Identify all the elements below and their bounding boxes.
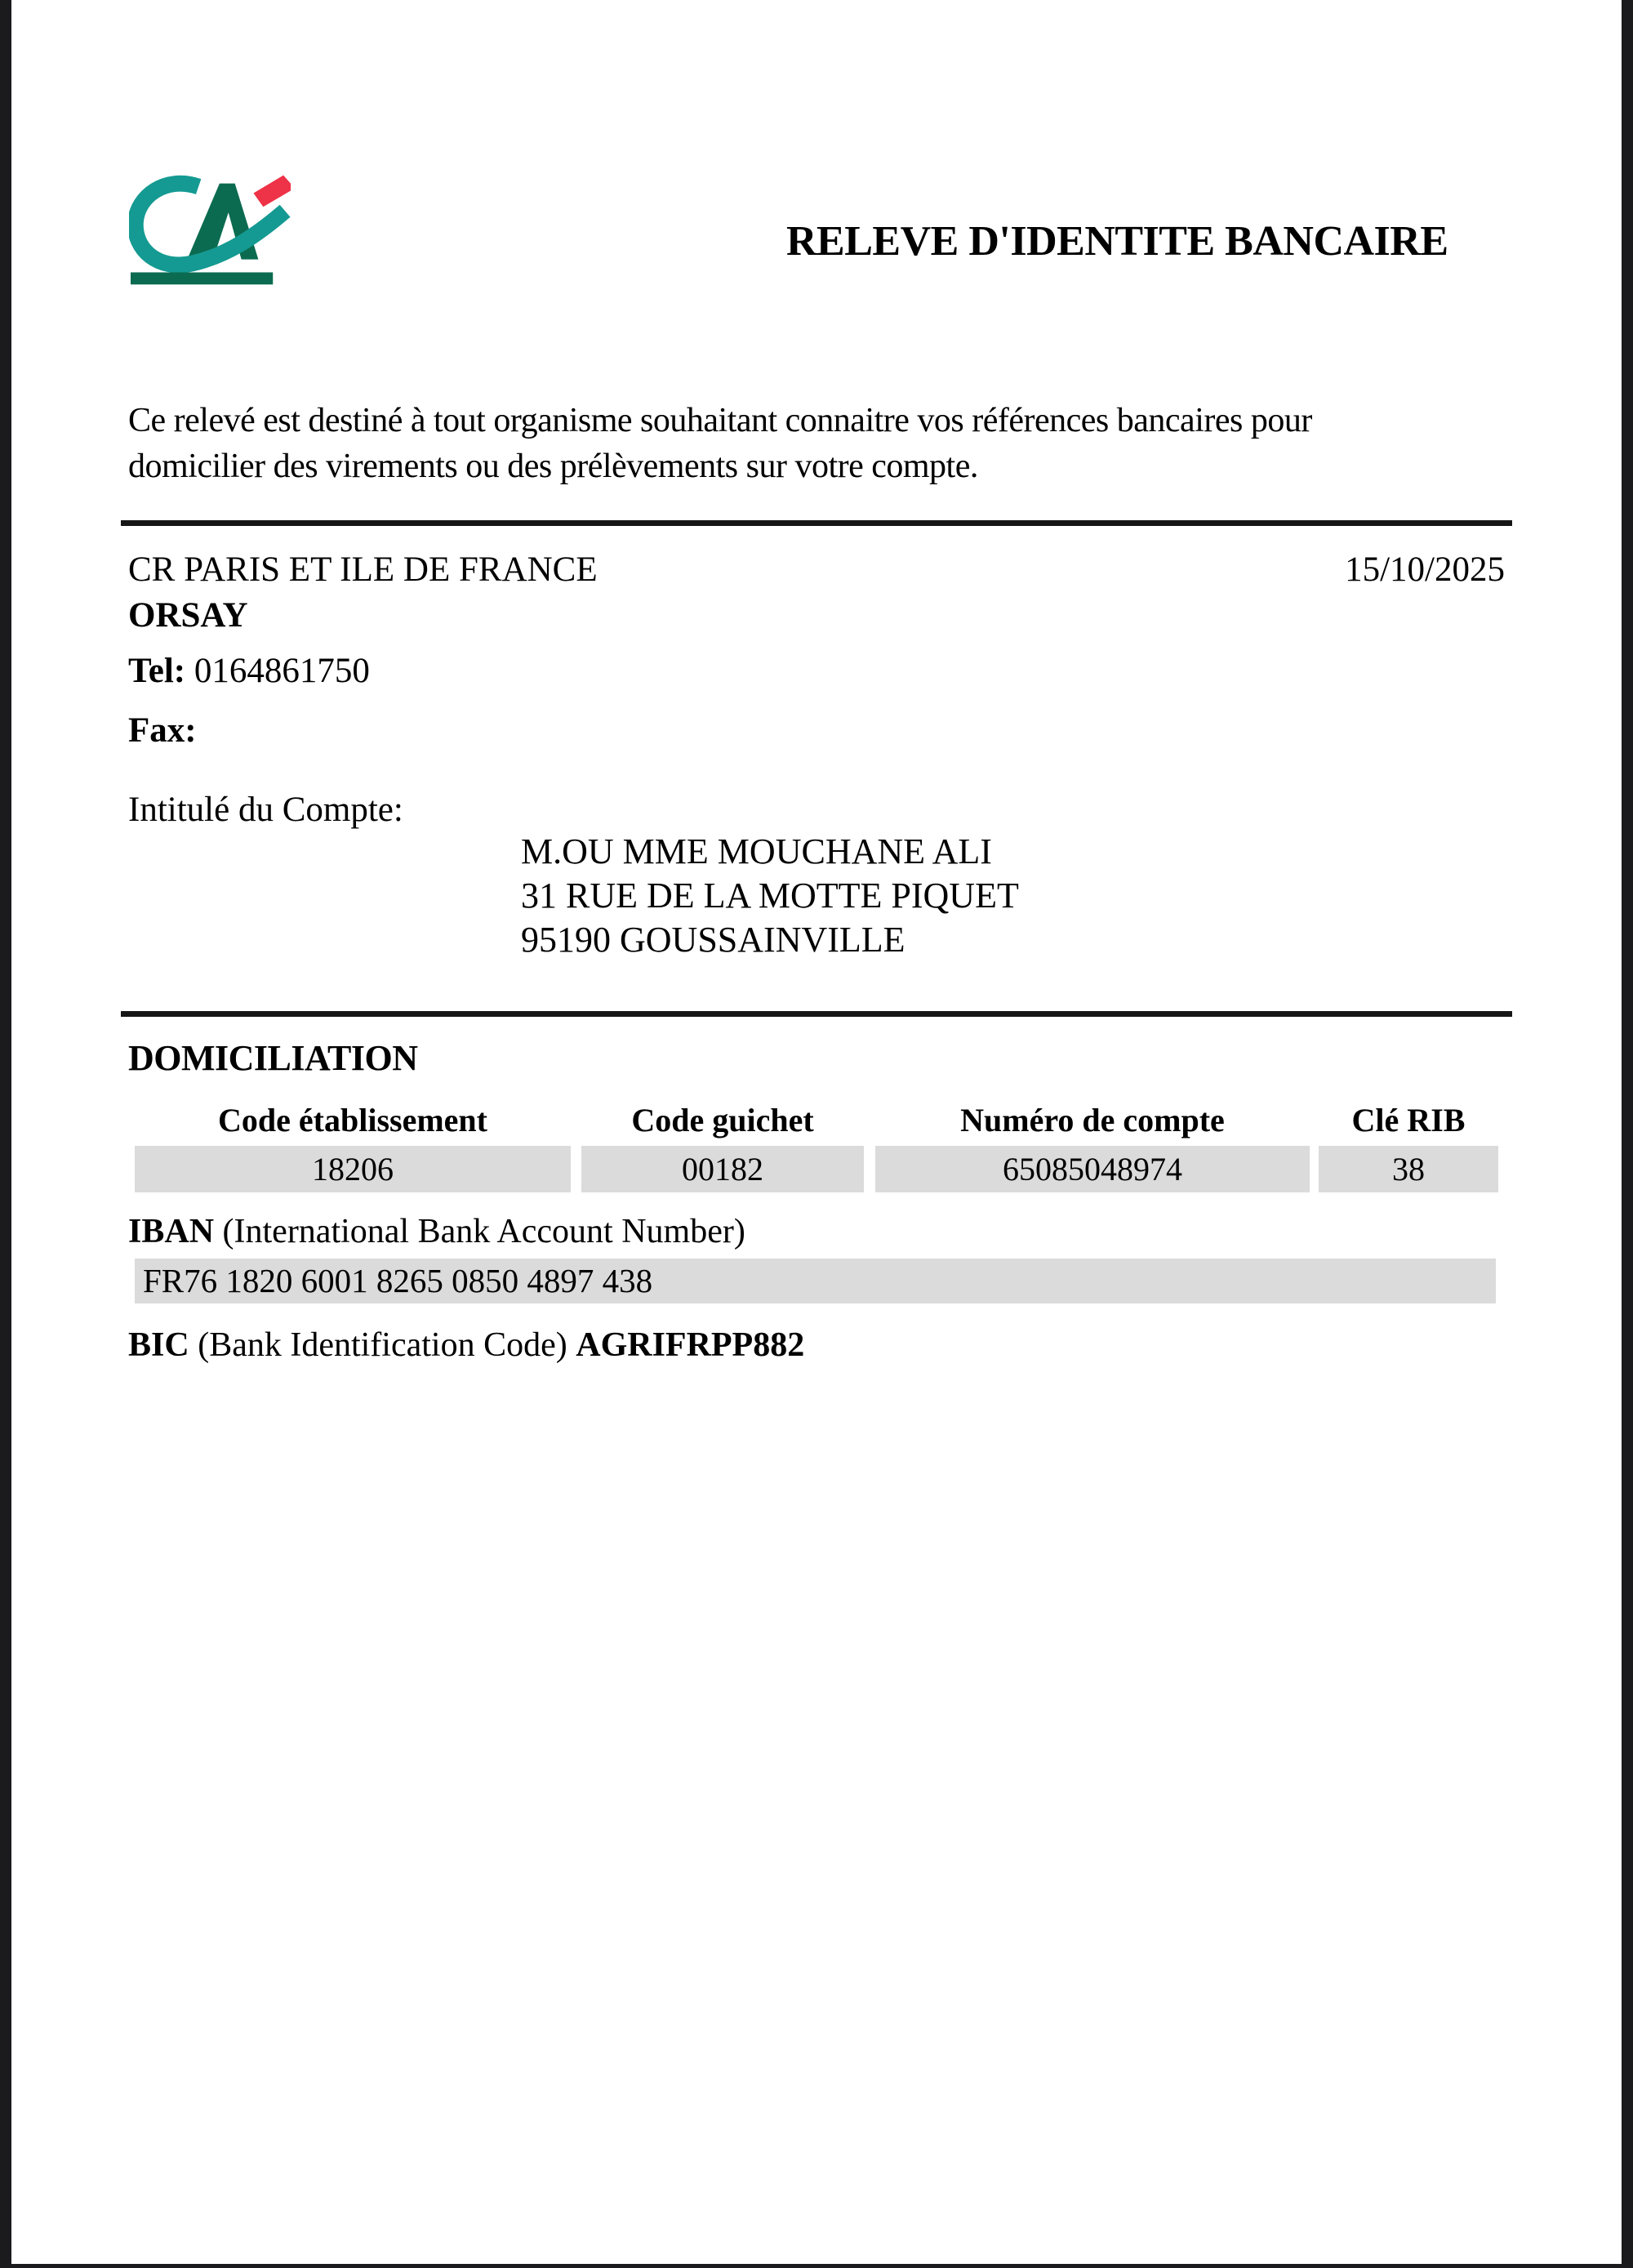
account-holder-city: 95190 GOUSSAINVILLE xyxy=(521,920,905,960)
value-code-guichet: 00182 xyxy=(581,1146,864,1192)
iban-label-suffix: (International Bank Account Number) xyxy=(214,1213,745,1250)
iban-label-line xyxy=(128,1212,745,1251)
bank-branch-city: ORSAY xyxy=(128,596,248,635)
document-title: RELEVE D'IDENTITE BANCAIRE xyxy=(786,218,1448,265)
telephone-line xyxy=(128,651,370,691)
bic-label-suffix: (Bank Identification Code) xyxy=(189,1326,576,1364)
credit-agricole-logo xyxy=(129,173,291,287)
value-cle-rib: 38 xyxy=(1319,1146,1498,1192)
account-holder-address xyxy=(521,830,1019,962)
column-header-cle-rib: Clé RIB xyxy=(1351,1102,1466,1138)
telephone-label: Tel: xyxy=(128,652,186,690)
value-numero-compte: 65085048974 xyxy=(875,1146,1310,1192)
fax-line xyxy=(128,711,197,751)
value-code-etablissement: 18206 xyxy=(135,1146,571,1192)
page-edge-left xyxy=(0,0,11,2268)
bic-value: AGRIFRPP882 xyxy=(576,1326,805,1364)
document-date: 15/10/2025 xyxy=(1345,550,1505,589)
intro-paragraph xyxy=(128,398,1312,489)
fax-label: Fax: xyxy=(128,711,197,750)
credit-agricole-logo-icon xyxy=(129,173,291,287)
account-holder-label: Intitulé du Compte: xyxy=(128,791,403,829)
iban-value: FR76 1820 6001 8265 0850 4897 438 xyxy=(135,1259,1496,1303)
intro-line-1: Ce relevé est destiné à tout organisme souhaitant connaitre vos références bancaires pour xyxy=(128,402,1312,439)
page-edge-bottom xyxy=(0,2264,1633,2268)
column-header-code-etablissement: Code établissement xyxy=(218,1102,487,1138)
account-holder-street: 31 RUE DE LA MOTTE PIQUET xyxy=(521,876,1019,916)
iban-label: IBAN xyxy=(128,1213,215,1250)
column-header-numero-compte: Numéro de compte xyxy=(960,1102,1225,1138)
telephone-value: 0164861750 xyxy=(194,652,370,690)
bic-line xyxy=(128,1326,804,1365)
horizontal-rule-top xyxy=(121,520,1512,526)
intro-line-2: domicilier des virements ou des prélèvements sur votre compte. xyxy=(128,448,978,485)
bic-label: BIC xyxy=(128,1326,189,1364)
horizontal-rule-domiciliation xyxy=(121,1011,1512,1017)
account-holder-name: M.OU MME MOUCHANE ALI xyxy=(521,831,992,871)
domiciliation-heading: DOMICILIATION xyxy=(128,1038,418,1078)
page-edge-right xyxy=(1622,0,1633,2268)
bank-name: CR PARIS ET ILE DE FRANCE xyxy=(128,550,598,589)
column-header-code-guichet: Code guichet xyxy=(631,1102,814,1138)
